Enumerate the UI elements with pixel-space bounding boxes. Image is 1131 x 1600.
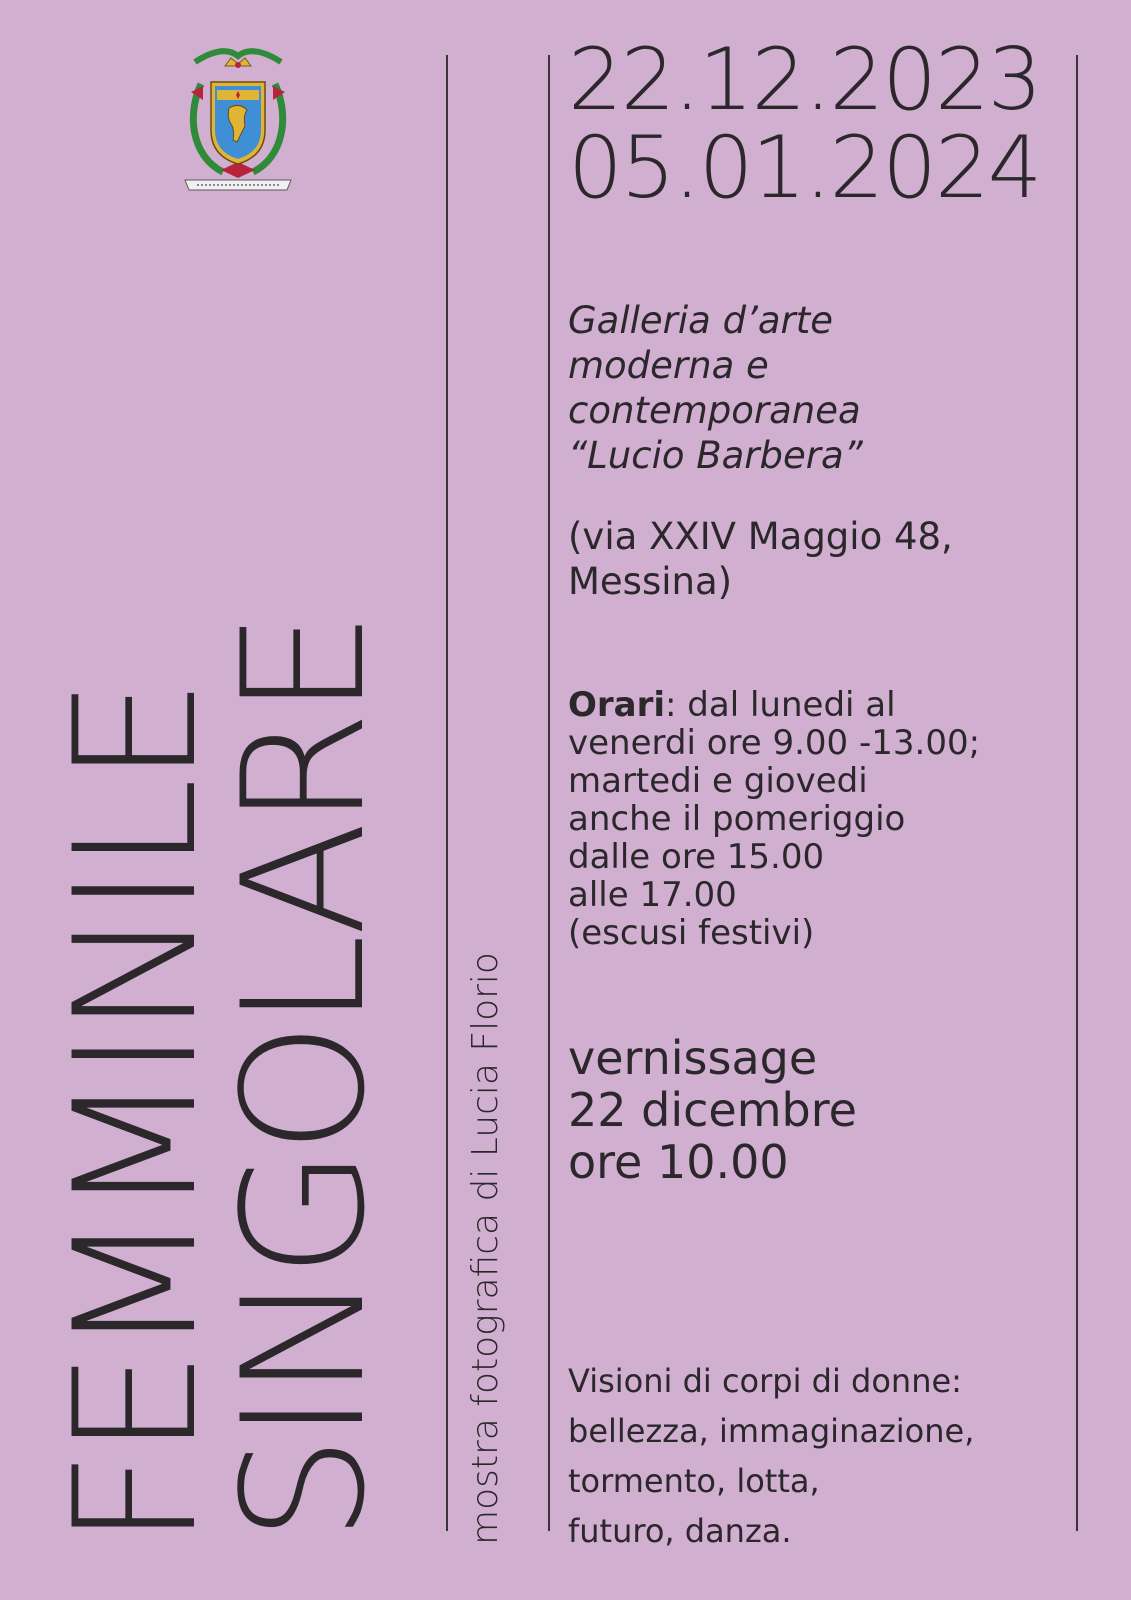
venue-name [568,298,863,478]
opening-hours [568,686,980,952]
description-line: Visioni di corpi di donne: [568,1362,962,1400]
venue-line: “Lucio Barbera” [568,434,863,477]
address-line: Messina) [568,560,733,603]
hours-line: martedi e giovedi [568,761,868,801]
exhibition-description [568,1356,974,1556]
description-line: futuro, danza. [568,1512,792,1550]
vernissage-line: 22 dicembre [568,1083,857,1137]
title-line-1: FEMMINILE [38,683,234,1547]
vernissage-line: ore 10.00 [568,1135,789,1189]
description-line: bellezza, immaginazione, [568,1412,975,1450]
date-start: 22.12.2023 [568,30,1041,130]
hours-label: Orari [568,685,666,725]
hours-first-line-rest: : dal lunedi al [665,685,896,725]
date-end: 05.01.2024 [568,118,1041,218]
divider-middle [548,55,550,1531]
venue-line: moderna e [568,344,769,387]
hours-line: (escusi festivi) [568,913,815,953]
exhibition-dates [568,30,1041,218]
address-line: (via XXIV Maggio 48, [568,515,953,558]
hours-line: venerdi ore 9.00 -13.00; [568,723,981,763]
subtitle: mostra fotografica di Lucia Florio [465,952,506,1545]
vernissage-line: vernissage [568,1031,818,1085]
title-line-2: SINGOLARE [206,616,402,1542]
divider-left [446,55,448,1531]
hours-first-line [568,686,980,724]
hours-line: dalle ore 15.00 [568,837,825,877]
hours-line: alle 17.00 [568,875,737,915]
hours-line: anche il pomeriggio [568,799,906,839]
vernissage [568,1032,857,1188]
coat-of-arms-icon [183,44,293,194]
venue-line: contemporanea [568,389,861,432]
venue-address [568,514,953,604]
divider-right [1076,55,1078,1531]
venue-line: Galleria d’arte [568,299,833,342]
description-line: tormento, lotta, [568,1462,820,1500]
